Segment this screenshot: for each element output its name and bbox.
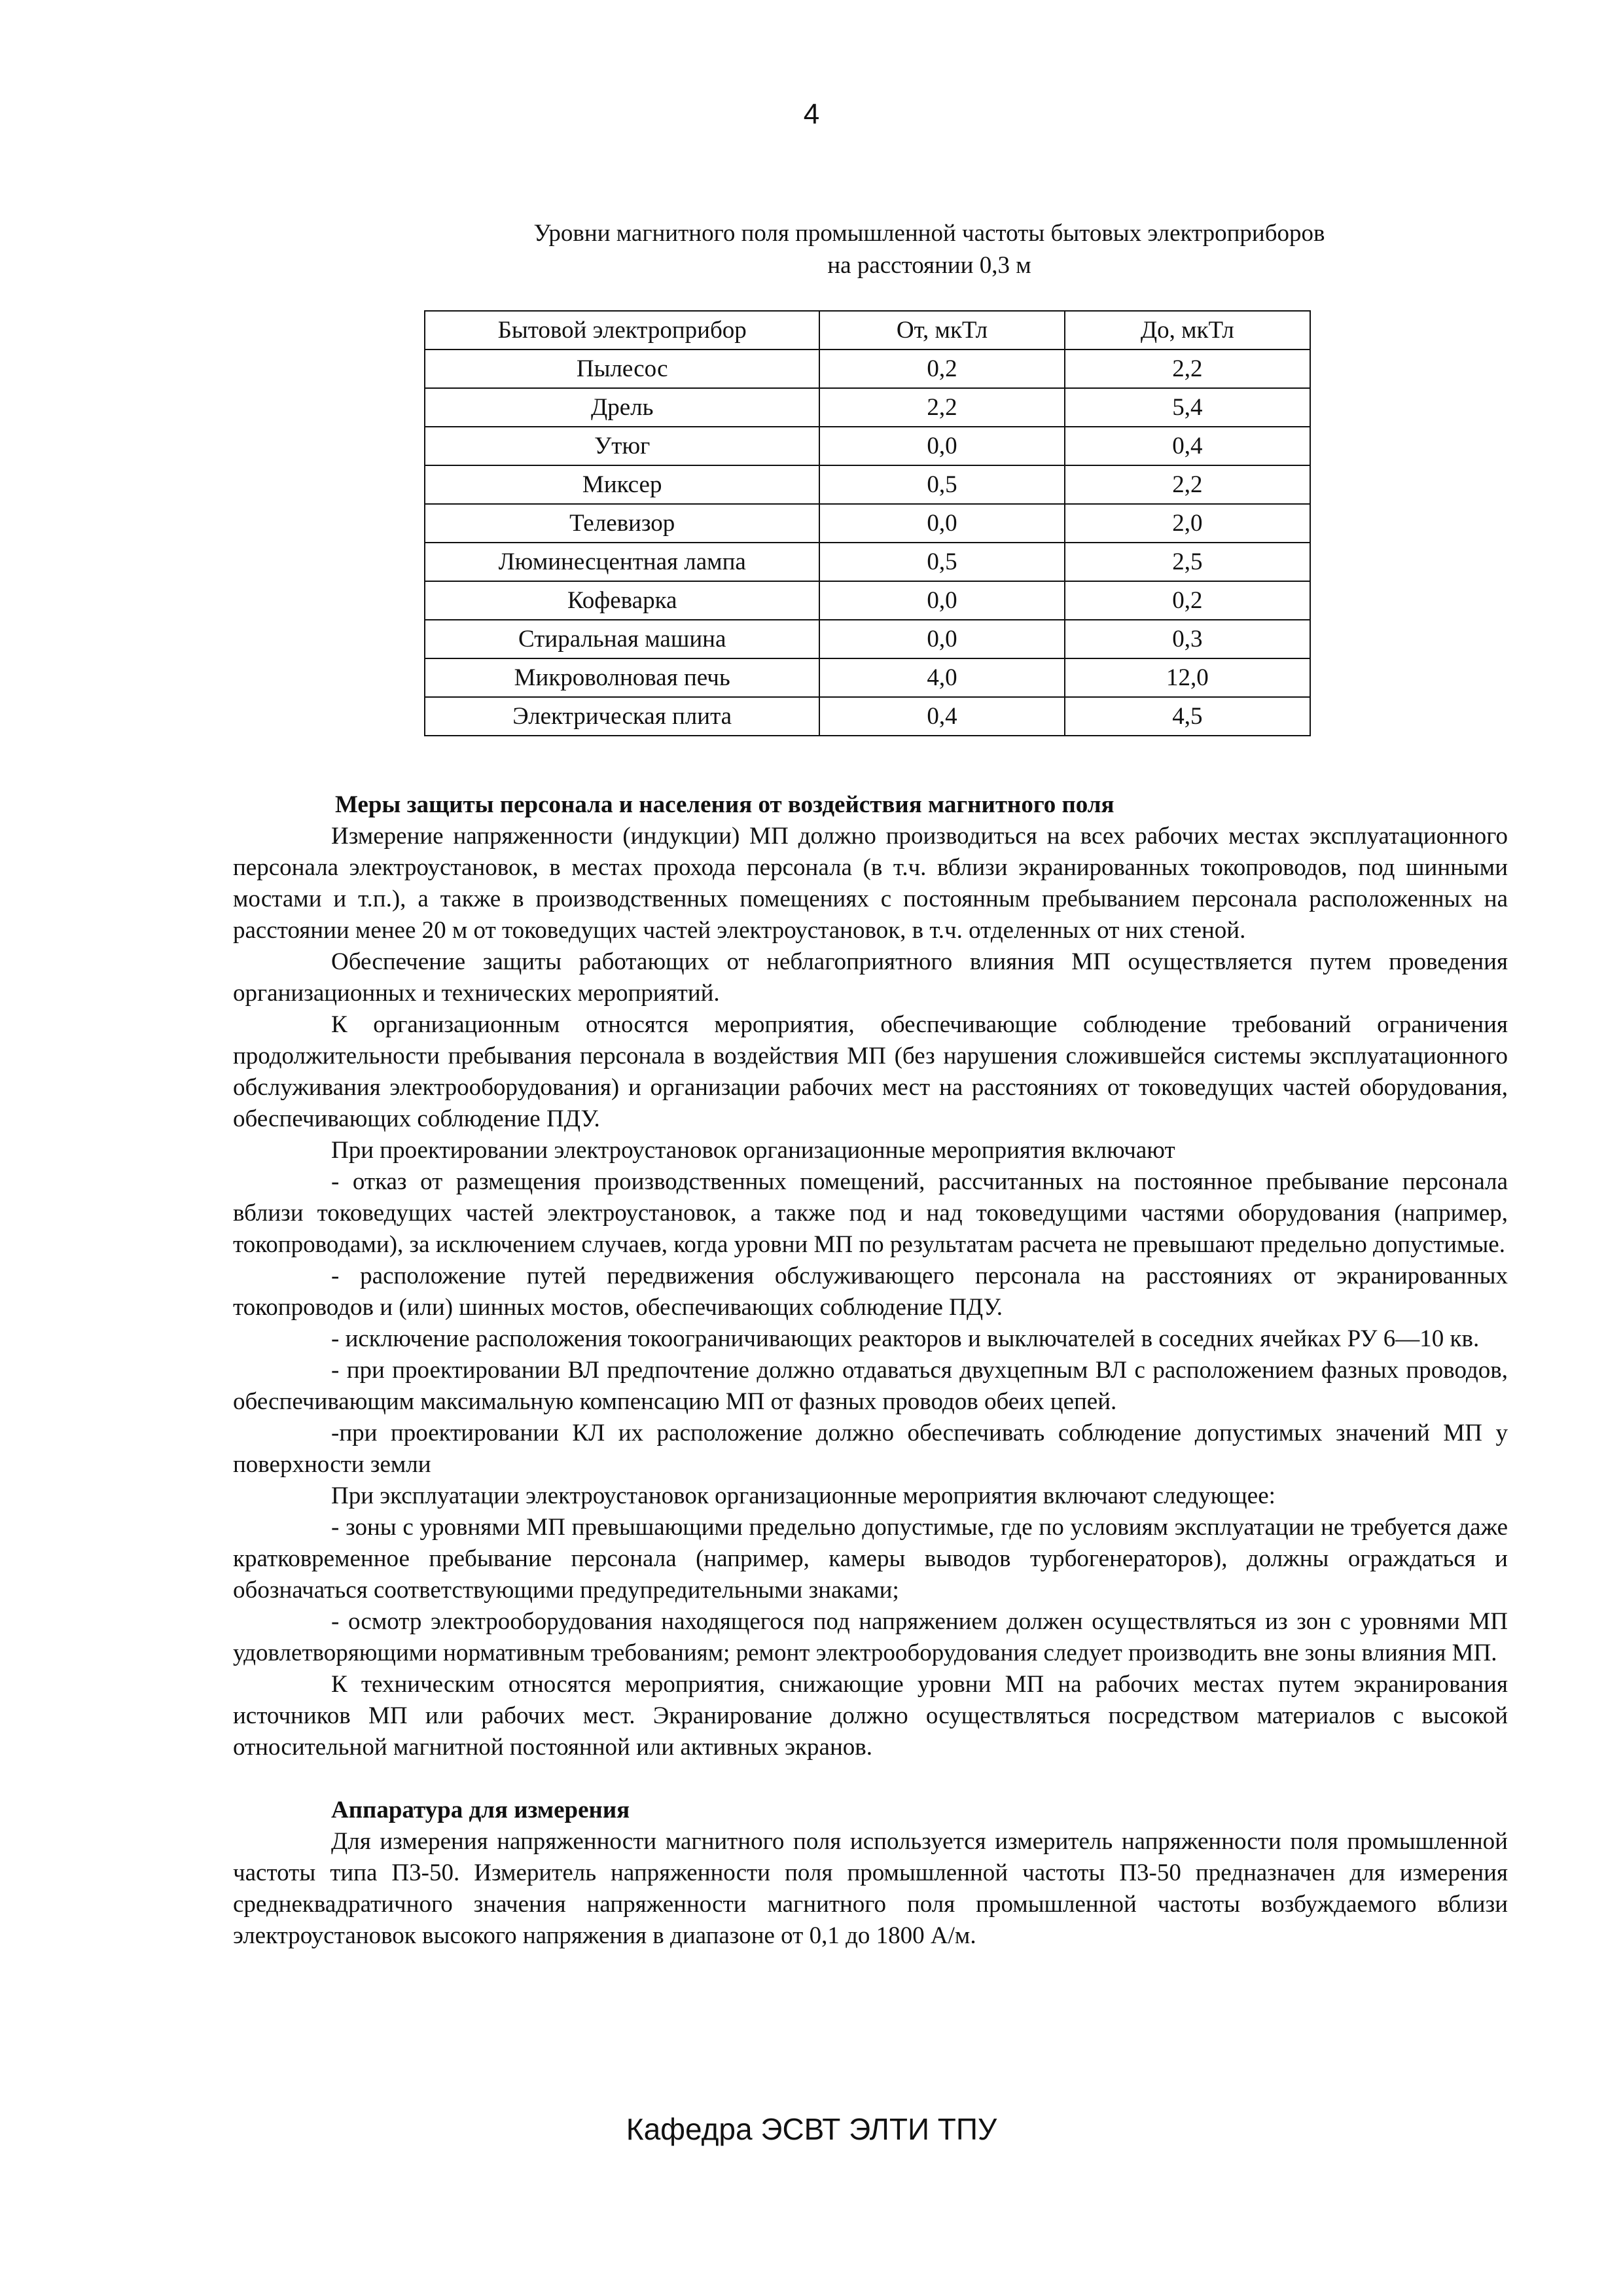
cell-appliance: Пылесос — [425, 350, 819, 388]
cell-to: 2,0 — [1065, 504, 1310, 543]
document-body — [233, 789, 1508, 1952]
table-caption-line-2: на расстоянии 0,3 м — [827, 252, 1031, 279]
cell-to: 0,3 — [1065, 620, 1310, 658]
table-row — [425, 620, 1310, 658]
header-from: От, мкТл — [819, 311, 1064, 350]
cell-from: 0,5 — [819, 465, 1064, 504]
cell-from: 0,4 — [819, 697, 1064, 736]
cell-to: 4,5 — [1065, 697, 1310, 736]
paragraph: К техническим относятся мероприятия, снижающие уровни МП на рабочих местах путем экранирования источников МП или рабочих мест. Экранирование должно осуществляться посредством материалов с высокой относительной магнитной постоянной или активных экранов. — [233, 1671, 1508, 1761]
section-equipment-text — [233, 1826, 1508, 1952]
paragraph: - исключение расположения токоограничивающих реакторов и выключателей в соседних ячейках РУ 6—10 кв. — [331, 1325, 1480, 1352]
cell-to: 0,2 — [1065, 581, 1310, 620]
table-row — [425, 543, 1310, 581]
cell-appliance: Миксер — [425, 465, 819, 504]
paragraph: - зоны с уровнями МП превышающими предельно допустимые, где по условиям эксплуатации не требуется даже кратковременное пребывание персонала (например, камеры выводов турбогенераторов), должны ограждаться и обозначаться соответствующими предупредительными знаками; — [233, 1514, 1508, 1604]
cell-appliance: Микроволновая печь — [425, 658, 819, 697]
cell-to: 0,4 — [1065, 427, 1310, 465]
paragraph: -при проектировании КЛ их расположение должно обеспечивать соблюдение допустимых значений МП у поверхности земли — [233, 1420, 1508, 1478]
cell-from: 0,0 — [819, 581, 1064, 620]
cell-from: 0,2 — [819, 350, 1064, 388]
cell-appliance: Утюг — [425, 427, 819, 465]
table-row — [425, 350, 1310, 388]
paragraph: При эксплуатации электроустановок организационные мероприятия включают следующее: — [331, 1482, 1275, 1509]
table-caption-line-1: Уровни магнитного поля промышленной частоты бытовых электроприборов — [533, 220, 1325, 247]
cell-appliance: Телевизор — [425, 504, 819, 543]
section-heading-equipment: Аппаратура для измерения — [331, 1797, 630, 1823]
table-row — [425, 504, 1310, 543]
table-row — [425, 658, 1310, 697]
paragraph: - при проектировании ВЛ предпочтение должно отдаваться двухцепным ВЛ с расположением фазных проводов, обеспечивающим максимальную компенсацию МП от фазных проводов обеих цепей. — [233, 1357, 1508, 1415]
section-protection-text — [233, 821, 1508, 1763]
paragraph: При проектировании электроустановок организационные мероприятия включают — [331, 1137, 1175, 1164]
table-caption — [406, 217, 1453, 281]
paragraph: - осмотр электрооборудования находящегося под напряжением должен осуществляться из зон с уровнями МП удовлетворяющими нормативным требованиям; ремонт электрооборудования следует производить вне зоны влияния МП. — [233, 1608, 1508, 1666]
cell-appliance: Дрель — [425, 388, 819, 427]
page-number: 4 — [803, 98, 820, 130]
cell-from: 4,0 — [819, 658, 1064, 697]
header-to: До, мкТл — [1065, 311, 1310, 350]
table-row — [425, 388, 1310, 427]
table-body — [425, 311, 1310, 736]
section-spacer — [233, 1763, 1508, 1795]
cell-to: 2,2 — [1065, 465, 1310, 504]
cell-appliance: Стиральная машина — [425, 620, 819, 658]
magnetic-field-levels-table — [424, 310, 1311, 736]
paragraph: Измерение напряженности (индукции) МП должно производиться на всех рабочих местах эксплуатационного персонала электроустановок, в местах прохода персонала (в т.ч. вблизи экранированных токопроводов, под шинными мостами и т.п.), а также в производственных помещениях с постоянным пребыванием персонала расположенных на расстоянии менее 20 м от токоведущих частей электроустановок, в т.ч. отделенных от них стеной. — [233, 823, 1508, 944]
table-header-row — [425, 311, 1310, 350]
cell-to: 2,5 — [1065, 543, 1310, 581]
table-row — [425, 465, 1310, 504]
paragraph: Обеспечение защиты работающих от неблагоприятного влияния МП осуществляется путем проведения организационных и технических мероприятий. — [233, 948, 1508, 1007]
header-appliance: Бытовой электроприбор — [425, 311, 819, 350]
cell-from: 0,0 — [819, 504, 1064, 543]
table-row — [425, 427, 1310, 465]
table-row — [425, 697, 1310, 736]
cell-appliance: Люминесцентная лампа — [425, 543, 819, 581]
cell-appliance: Электрическая плита — [425, 697, 819, 736]
cell-appliance: Кофеварка — [425, 581, 819, 620]
cell-from: 0,5 — [819, 543, 1064, 581]
cell-to: 12,0 — [1065, 658, 1310, 697]
paragraph: К организационным относятся мероприятия, обеспечивающие соблюдение требований ограничения продолжительности пребывания персонала в воздействия МП (без нарушения сложившейся системы эксплуатационного обслуживания электрооборудования) и организации рабочих мест на расстояниях от токоведущих частей оборудования, обеспечивающих соблюдение ПДУ. — [233, 1011, 1508, 1132]
cell-from: 0,0 — [819, 620, 1064, 658]
table-row — [425, 581, 1310, 620]
cell-from: 2,2 — [819, 388, 1064, 427]
cell-to: 2,2 — [1065, 350, 1310, 388]
footer-department: Кафедра ЭСВТ ЭЛТИ ТПУ — [626, 2112, 997, 2146]
paragraph: - расположение путей передвижения обслуживающего персонала на расстояниях от экранированных токопроводов и (или) шинных мостов, обеспечивающих соблюдение ПДУ. — [233, 1263, 1508, 1321]
cell-from: 0,0 — [819, 427, 1064, 465]
cell-to: 5,4 — [1065, 388, 1310, 427]
paragraph: Для измерения напряженности магнитного поля используется измеритель напряженности поля промышленной частоты типа П3-50. Измеритель напряженности поля промышленной частоты П3-50 предназначен для измерения среднеквадратичного значения напряженности магнитного поля промышленной частоты возбуждаемого вблизи электроустановок высокого напряжения в диапазоне от 0,1 до 1800 А/м. — [233, 1828, 1508, 1949]
paragraph: - отказ от размещения производственных помещений, рассчитанных на постоянное пребывание персонала вблизи токоведущих частей электроустановок, а также под и над токоведущими частями оборудования (например, токопроводами), за исключением случаев, когда уровни МП по результатам расчета не превышают предельно допустимые. — [233, 1168, 1508, 1258]
section-heading-protection: Меры защиты персонала и населения от воздействия магнитного поля — [335, 791, 1115, 818]
